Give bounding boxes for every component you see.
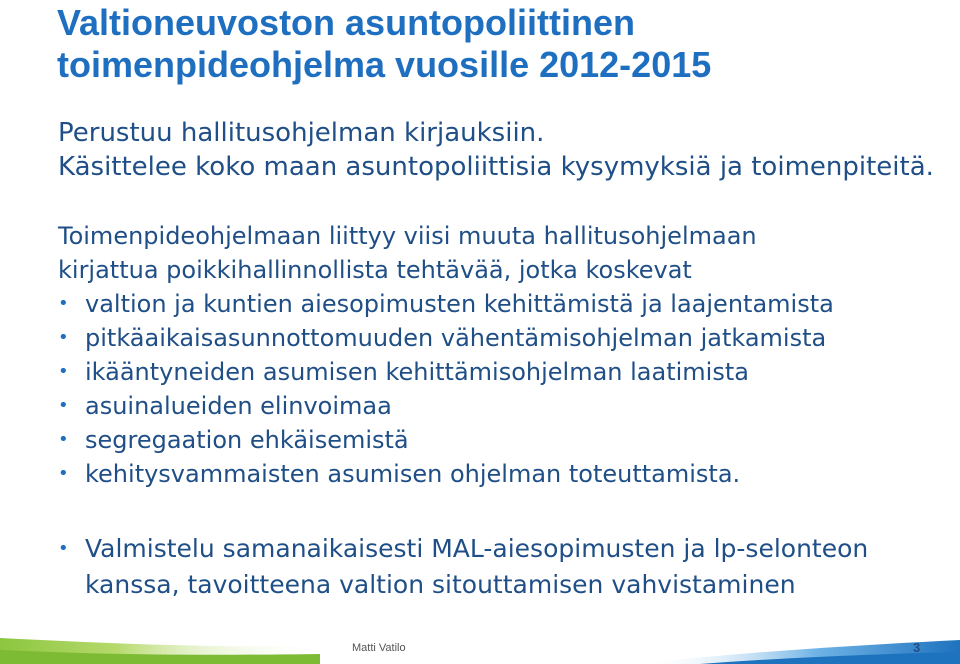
bullet-icon: •: [58, 538, 69, 559]
list-item: [58, 355, 938, 389]
bullet-icon: •: [58, 327, 69, 348]
footer-author: Matti Vatilo: [352, 642, 406, 654]
slide-title: [57, 2, 937, 86]
body-line-1: Toimenpideohjelmaan liittyy viisi muuta hallitusohjelmaan: [58, 222, 757, 250]
list-item: [58, 457, 938, 491]
bullet-icon: •: [58, 361, 69, 382]
final-bullet-line-1: Valmistelu samanaikaisesti MAL-aiesopimusten ja lp-selonteon: [85, 534, 869, 563]
intro-line-1: Perustuu hallitusohjelman kirjauksiin.: [58, 118, 545, 148]
intro-text: [58, 116, 938, 184]
list-item: [58, 321, 938, 355]
list-item-text: ikääntyneiden asumisen kehittämisohjelman laatimista: [85, 358, 749, 386]
final-bullet-line-2: kanssa, tavoitteena valtion sitouttamisen vahvistaminen: [85, 570, 796, 599]
bullet-icon: •: [58, 463, 69, 484]
bullet-icon: •: [58, 429, 69, 450]
list-item-text: asuinalueiden elinvoimaa: [85, 392, 392, 420]
final-bullet: [58, 531, 938, 603]
list-item: [58, 287, 938, 321]
list-item-text: segregaation ehkäisemistä: [85, 426, 409, 454]
slide-title-line-2: toimenpideohjelma vuosille 2012-2015: [57, 44, 712, 85]
page-number: 3: [913, 640, 921, 655]
list-item: [58, 423, 938, 457]
list-item-text: valtion ja kuntien aiesopimusten kehittämistä ja laajentamista: [85, 290, 834, 318]
footer-band: [0, 624, 960, 664]
bullet-icon: •: [58, 395, 69, 416]
intro-line-2: Käsittelee koko maan asuntopoliittisia kysymyksiä ja toimenpiteitä.: [58, 152, 934, 182]
body-line-2: kirjattua poikkihallinnollista tehtävää, jotka koskevat: [58, 256, 692, 284]
bullet-icon: •: [58, 293, 69, 314]
footer-wave-graphic: [0, 624, 960, 664]
slide-title-line-1: Valtioneuvoston asuntopoliittinen: [57, 2, 636, 43]
list-item-text: pitkäaikaisasunnottomuuden vähentämisohjelman jatkamista: [85, 324, 827, 352]
bullet-list: [58, 287, 938, 491]
body-section: [58, 219, 938, 491]
list-item-text: kehitysvammaisten asumisen ohjelman toteuttamista.: [85, 460, 741, 488]
list-item: [58, 389, 938, 423]
